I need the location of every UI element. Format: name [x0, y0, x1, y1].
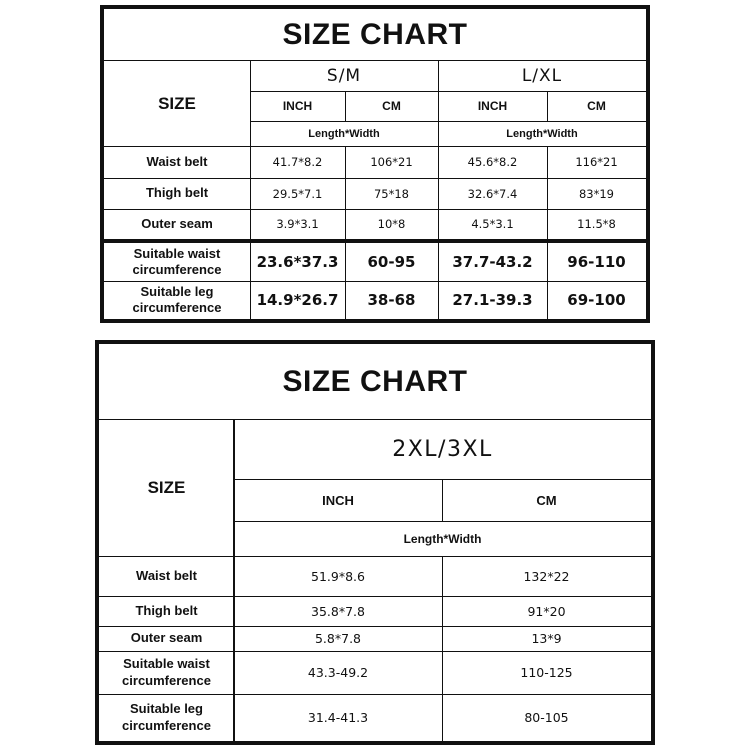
grid-line: [547, 91, 548, 121]
grid-line: [99, 626, 651, 627]
table-cell: 96-110: [567, 253, 626, 271]
row-label-suitable-waist: Suitable waist circumference: [132, 245, 222, 277]
table-cell: 51.9*8.6: [311, 568, 365, 584]
table-cell: 10*8: [377, 217, 406, 231]
size-chart-2xl-3xl: [95, 340, 655, 745]
grid-line: [233, 419, 235, 741]
group-header-2xl-3xl: 2XL/3XL: [392, 436, 493, 462]
grid-line: [99, 419, 651, 420]
grid-line: [104, 60, 646, 61]
table-cell: 5.8*7.8: [314, 631, 361, 646]
table-cell: 132*22: [523, 568, 570, 584]
table-cell: 43.3-49.2: [307, 665, 369, 680]
table-cell: 14.9*26.7: [256, 291, 339, 309]
table-cell: 32.6*7.4: [467, 186, 518, 201]
grid-line: [99, 694, 651, 695]
row-label-suitable-leg: Suitable leg circumference: [122, 701, 211, 733]
table-cell: 83*19: [578, 186, 615, 201]
row-label-suitable-waist: Suitable waist circumference: [122, 656, 211, 688]
grid-line: [547, 146, 548, 319]
grid-line: [104, 178, 646, 179]
table-cell: 41.7*8.2: [272, 155, 323, 169]
table-cell: 13*9: [531, 631, 562, 646]
table-cell: 23.6*37.3: [256, 253, 339, 271]
unit-header-inch: INCH: [477, 99, 508, 113]
table-cell: 31.4-41.3: [307, 710, 369, 725]
group-header-sm: S/M: [326, 66, 362, 86]
table-cell: 75*18: [373, 186, 410, 201]
grid-line: [442, 556, 443, 741]
table-cell: 38-68: [367, 291, 416, 309]
length-width-subheader: Length*Width: [506, 127, 578, 140]
row-label-suitable-leg: Suitable leg circumference: [132, 283, 222, 315]
chart-title: SIZE CHART: [282, 18, 468, 51]
table-cell: 45.6*8.2: [467, 155, 518, 169]
size-header: SIZE: [158, 93, 196, 113]
table-cell: 11.5*8: [577, 217, 616, 231]
table-cell: 91*20: [527, 603, 566, 619]
row-label-thigh-belt: Thigh belt: [135, 602, 198, 618]
grid-line: [345, 91, 346, 121]
grid-line: [99, 596, 651, 597]
grid-line: [99, 556, 651, 557]
grid-line: [104, 209, 646, 210]
table-cell: 116*21: [575, 155, 618, 169]
size-header: SIZE: [147, 477, 186, 497]
table-cell: 106*21: [370, 155, 413, 169]
table-cell: 4.5*3.1: [471, 217, 514, 231]
unit-header-cm: CM: [536, 492, 557, 508]
grid-line: [345, 146, 346, 319]
grid-line: [250, 61, 251, 319]
unit-header-cm: CM: [587, 99, 606, 113]
grid-line: [250, 121, 646, 122]
table-cell: 3.9*3.1: [276, 217, 319, 231]
row-label-waist-belt: Waist belt: [146, 153, 208, 169]
grid-line: [99, 651, 651, 652]
table-cell: 27.1-39.3: [452, 291, 533, 309]
grid-line: [234, 521, 651, 522]
length-width-subheader: Length*Width: [308, 127, 380, 140]
row-label-thigh-belt: Thigh belt: [145, 185, 209, 201]
grid-line: [104, 146, 646, 147]
unit-header-inch: INCH: [322, 492, 354, 508]
table-cell: 60-95: [367, 253, 416, 271]
size-chart-sm-lxl: [100, 5, 650, 323]
unit-header-inch: INCH: [282, 99, 313, 113]
table-cell: 29.5*7.1: [272, 186, 323, 201]
length-width-subheader: Length*Width: [403, 531, 482, 546]
row-label-outer-seam: Outer seam: [141, 215, 213, 231]
grid-line-thick: [104, 239, 646, 243]
chart-title: SIZE CHART: [282, 364, 468, 398]
grid-line: [438, 61, 439, 319]
table-cell: 37.7-43.2: [452, 253, 533, 271]
grid-line: [250, 91, 646, 92]
unit-header-cm: CM: [382, 99, 401, 113]
table-cell: 80-105: [524, 710, 569, 725]
grid-line: [442, 479, 443, 521]
row-label-waist-belt: Waist belt: [136, 567, 197, 583]
table-cell: 110-125: [520, 665, 573, 680]
table-cell: 69-100: [567, 291, 626, 309]
group-header-lxl: L/XL: [521, 66, 563, 86]
table-cell: 35.8*7.8: [311, 603, 365, 619]
grid-line: [104, 281, 646, 282]
row-label-outer-seam: Outer seam: [130, 630, 203, 646]
